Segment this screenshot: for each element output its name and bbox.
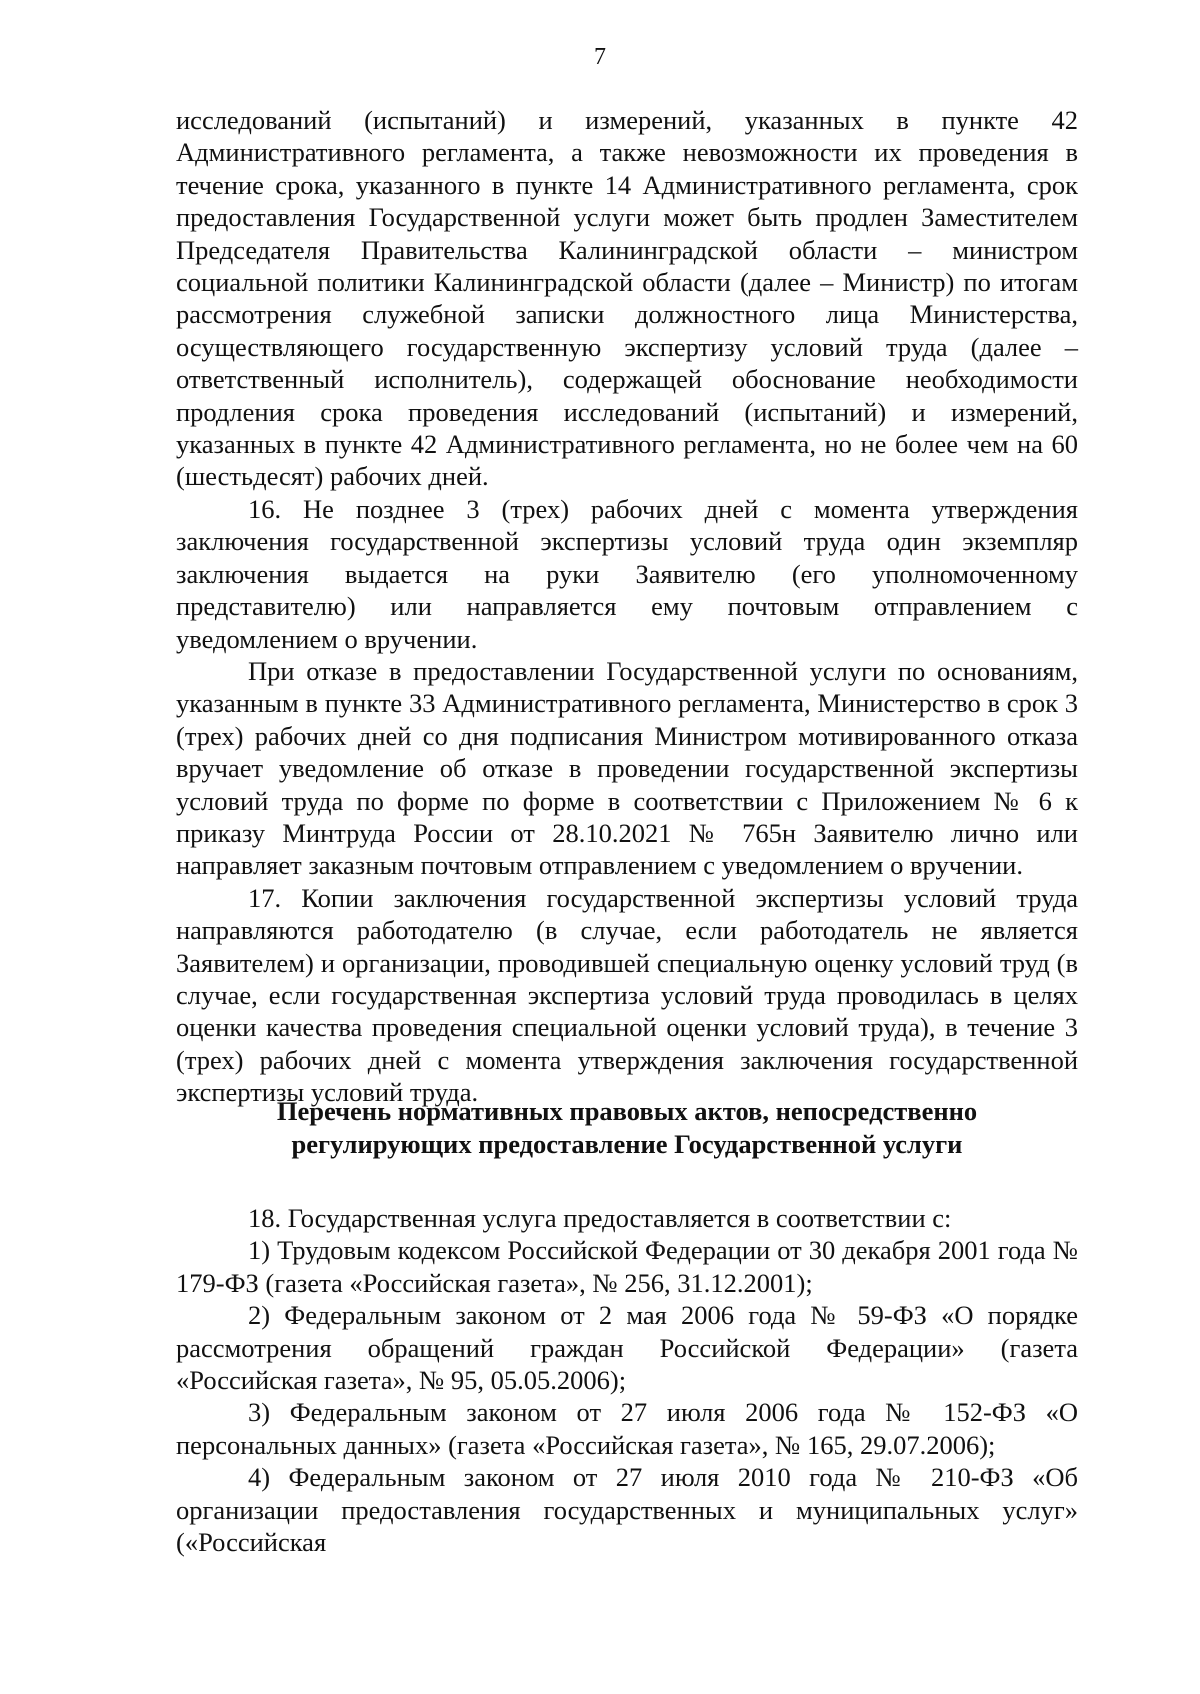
- section-heading-line-1: Перечень нормативных правовых актов, непосредственно: [276, 1096, 978, 1126]
- section-heading-line-2: регулирующих предоставление Государственной услуги: [291, 1129, 963, 1159]
- list-item: 2) Федеральным законом от 2 мая 2006 года № 59-ФЗ «О порядке рассмотрения обращений граждан Российской Федерации» (газета «Российская газета», № 95, 05.05.2006);: [176, 1300, 1078, 1396]
- paragraph-continuation: исследований (испытаний) и измерений, указанных в пункте 42 Административного регламента, а также невозможности их проведения в течение срока, указанного в пункте 14 Административного регламента, срок предоставления Государственной услуги может быть продлен Заместителем Председателя Правительства Калининградской области – министром социальной политики Калининградской области (далее – Министр) по итогам рассмотрения служебной записки должностного лица Министерства, осуществляющего государственную экспертизу условий труда (далее – ответственный исполнитель), содержащей обоснование необходимости продления срока проведения исследований (испытаний) и измерений, указанных в пункте 42 Административного регламента, но не более чем на 60 (шестьдесят) рабочих дней.: [176, 105, 1078, 492]
- page-number: 7: [594, 44, 606, 70]
- legal-acts-list: [176, 1202, 1078, 1558]
- section-heading: [176, 1095, 1078, 1161]
- list-item: 3) Федеральным законом от 27 июля 2006 года № 152-ФЗ «О персональных данных» (газета «Российская газета», № 165, 29.07.2006);: [176, 1397, 1078, 1460]
- list-item: 1) Трудовым кодексом Российской Федерации от 30 декабря 2001 года № 179-ФЗ (газета «Российская газета», № 256, 31.12.2001);: [176, 1235, 1078, 1298]
- paragraph-refusal: При отказе в предоставлении Государственной услуги по основаниям, указанным в пункте 33 Административного регламента, Министерство в срок 3 (трех) рабочих дней со дня подписания Министром мотивированного отказа вручает уведомление об отказе в проведении государственной экспертизы условий труда по форме по форме в соответствии с Приложением № 6 к приказу Минтруда России от 28.10.2021 № 765н Заявителю лично или направляет заказным почтовым отправлением с уведомлением о вручении.: [176, 655, 1078, 881]
- paragraph-16: 16. Не позднее 3 (трех) рабочих дней с момента утверждения заключения государственной экспертизы условий труда один экземпляр заключения выдается на руки Заявителю (его уполномоченному представителю) или направляется ему почтовым отправлением с уведомлением о вручении.: [176, 493, 1078, 654]
- body-text: [176, 104, 1078, 1109]
- list-intro: 18. Государственная услуга предоставляется в соответствии с:: [248, 1203, 952, 1233]
- list-item: 4) Федеральным законом от 27 июля 2010 года № 210-ФЗ «Об организации предоставления государственных и муниципальных услуг» («Российская: [176, 1462, 1078, 1558]
- paragraph-17: 17. Копии заключения государственной экспертизы условий труда направляются работодателю (в случае, если работодатель не является Заявителем) и организации, проводившей специальную оценку условий труд (в случае, если государственная экспертиза условий труда проводилась в целях оценки качества проведения специальной оценки условий труда), в течение 3 (трех) рабочих дней с момента утверждения заключения государственной экспертизы условий труда.: [176, 882, 1078, 1108]
